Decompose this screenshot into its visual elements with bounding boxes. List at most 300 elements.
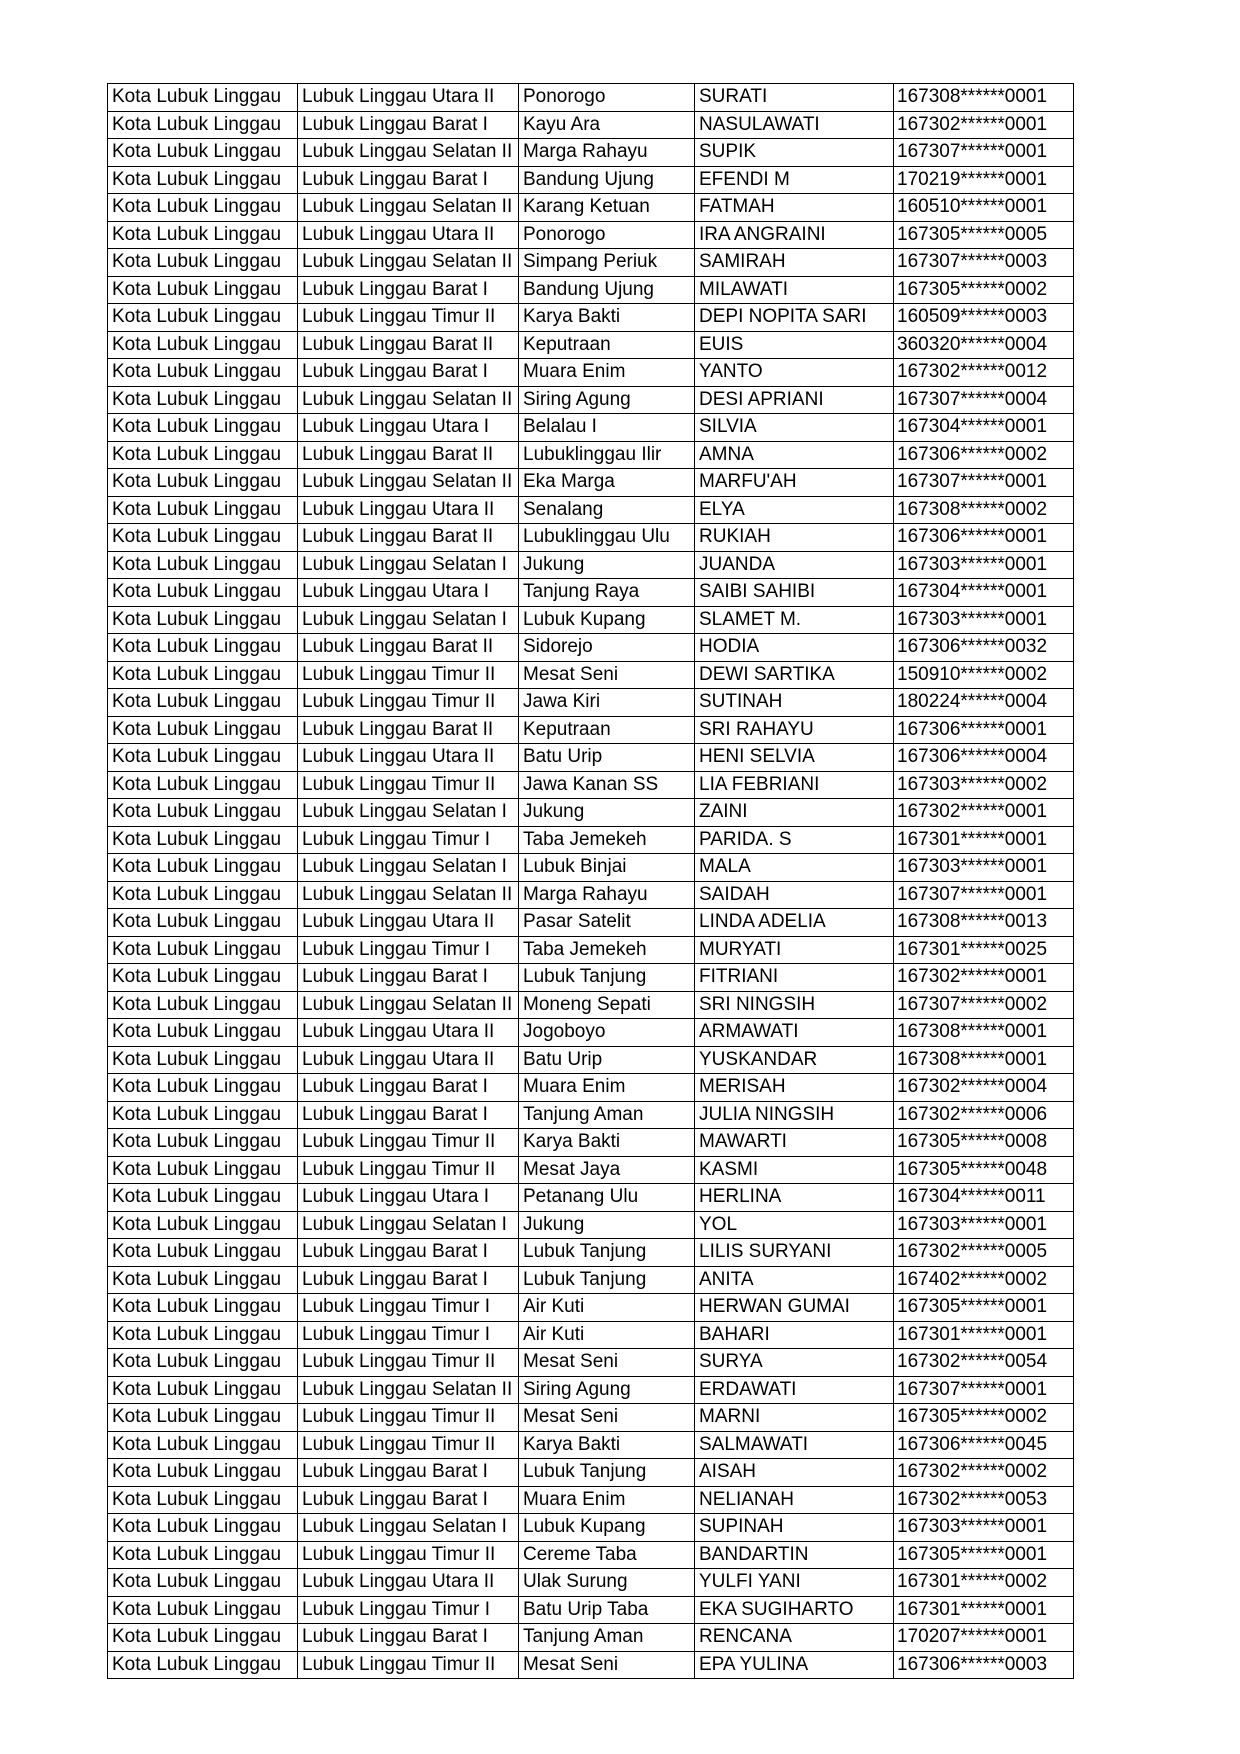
nik-cell: 167302******0006	[894, 1101, 1074, 1129]
city-cell: Kota Lubuk Linggau	[108, 606, 298, 634]
village-cell: Karya Bakti	[519, 304, 695, 332]
name-cell: SRI NINGSIH	[695, 991, 894, 1019]
nik-cell: 167306******0001	[894, 716, 1074, 744]
village-cell: Lubuk Tanjung	[519, 1266, 695, 1294]
district-cell: Lubuk Linggau Selatan II	[298, 881, 519, 909]
nik-cell: 167301******0025	[894, 936, 1074, 964]
table-row	[108, 1624, 1074, 1652]
name-cell: MALA	[695, 854, 894, 882]
nik-cell: 167308******0001	[894, 1019, 1074, 1047]
city-cell: Kota Lubuk Linggau	[108, 496, 298, 524]
table-row	[108, 1486, 1074, 1514]
name-cell: RENCANA	[695, 1624, 894, 1652]
name-cell: SUTINAH	[695, 689, 894, 717]
name-cell: MERISAH	[695, 1074, 894, 1102]
district-cell: Lubuk Linggau Barat II	[298, 716, 519, 744]
district-cell: Lubuk Linggau Utara II	[298, 1569, 519, 1597]
name-cell: MURYATI	[695, 936, 894, 964]
village-cell: Eka Marga	[519, 469, 695, 497]
district-cell: Lubuk Linggau Timur II	[298, 1651, 519, 1679]
name-cell: SALMAWATI	[695, 1431, 894, 1459]
table-row	[108, 606, 1074, 634]
table-row	[108, 1046, 1074, 1074]
village-cell: Tanjung Aman	[519, 1101, 695, 1129]
name-cell: JULIA NINGSIH	[695, 1101, 894, 1129]
table-row	[108, 139, 1074, 167]
city-cell: Kota Lubuk Linggau	[108, 1541, 298, 1569]
village-cell: Karang Ketuan	[519, 194, 695, 222]
nik-cell: 167402******0002	[894, 1266, 1074, 1294]
name-cell: ANITA	[695, 1266, 894, 1294]
table-row	[108, 386, 1074, 414]
district-cell: Lubuk Linggau Utara I	[298, 579, 519, 607]
district-cell: Lubuk Linggau Selatan II	[298, 139, 519, 167]
village-cell: Lubuk Tanjung	[519, 964, 695, 992]
city-cell: Kota Lubuk Linggau	[108, 1294, 298, 1322]
table-row	[108, 1321, 1074, 1349]
city-cell: Kota Lubuk Linggau	[108, 1046, 298, 1074]
district-cell: Lubuk Linggau Timur I	[298, 936, 519, 964]
name-cell: HERWAN GUMAI	[695, 1294, 894, 1322]
district-cell: Lubuk Linggau Barat II	[298, 331, 519, 359]
nik-cell: 167301******0001	[894, 826, 1074, 854]
nik-cell: 167306******0002	[894, 441, 1074, 469]
village-cell: Moneng Sepati	[519, 991, 695, 1019]
nik-cell: 167304******0011	[894, 1184, 1074, 1212]
district-cell: Lubuk Linggau Barat I	[298, 1486, 519, 1514]
nik-cell: 167305******0002	[894, 276, 1074, 304]
city-cell: Kota Lubuk Linggau	[108, 386, 298, 414]
village-cell: Muara Enim	[519, 1074, 695, 1102]
nik-cell: 167301******0001	[894, 1596, 1074, 1624]
city-cell: Kota Lubuk Linggau	[108, 881, 298, 909]
village-cell: Mesat Seni	[519, 1404, 695, 1432]
village-cell: Air Kuti	[519, 1321, 695, 1349]
village-cell: Muara Enim	[519, 1486, 695, 1514]
name-cell: ELYA	[695, 496, 894, 524]
table-row	[108, 1376, 1074, 1404]
district-cell: Lubuk Linggau Barat I	[298, 166, 519, 194]
nik-cell: 167308******0013	[894, 909, 1074, 937]
name-cell: SAIBI SAHIBI	[695, 579, 894, 607]
district-cell: Lubuk Linggau Barat II	[298, 634, 519, 662]
table-row	[108, 634, 1074, 662]
district-cell: Lubuk Linggau Timur II	[298, 1349, 519, 1377]
table-row	[108, 1074, 1074, 1102]
village-cell: Taba Jemekeh	[519, 826, 695, 854]
village-cell: Taba Jemekeh	[519, 936, 695, 964]
table-row	[108, 304, 1074, 332]
name-cell: SAMIRAH	[695, 249, 894, 277]
name-cell: SUPIK	[695, 139, 894, 167]
nik-cell: 167306******0004	[894, 744, 1074, 772]
table-row	[108, 909, 1074, 937]
table-row	[108, 1211, 1074, 1239]
village-cell: Muara Enim	[519, 359, 695, 387]
district-cell: Lubuk Linggau Utara II	[298, 84, 519, 112]
village-cell: Lubuk Kupang	[519, 1514, 695, 1542]
name-cell: BANDARTIN	[695, 1541, 894, 1569]
table-row	[108, 249, 1074, 277]
city-cell: Kota Lubuk Linggau	[108, 1349, 298, 1377]
table-row	[108, 1596, 1074, 1624]
city-cell: Kota Lubuk Linggau	[108, 1074, 298, 1102]
district-cell: Lubuk Linggau Timur II	[298, 304, 519, 332]
name-cell: YUSKANDAR	[695, 1046, 894, 1074]
name-cell: FATMAH	[695, 194, 894, 222]
city-cell: Kota Lubuk Linggau	[108, 359, 298, 387]
village-cell: Siring Agung	[519, 1376, 695, 1404]
district-cell: Lubuk Linggau Selatan I	[298, 854, 519, 882]
name-cell: EFENDI M	[695, 166, 894, 194]
table-row	[108, 1404, 1074, 1432]
district-cell: Lubuk Linggau Selatan II	[298, 1376, 519, 1404]
table-row	[108, 331, 1074, 359]
city-cell: Kota Lubuk Linggau	[108, 689, 298, 717]
nik-cell: 167306******0001	[894, 524, 1074, 552]
table-row	[108, 689, 1074, 717]
name-cell: YOL	[695, 1211, 894, 1239]
district-cell: Lubuk Linggau Timur I	[298, 826, 519, 854]
name-cell: LINDA ADELIA	[695, 909, 894, 937]
nik-cell: 160510******0001	[894, 194, 1074, 222]
city-cell: Kota Lubuk Linggau	[108, 634, 298, 662]
village-cell: Keputraan	[519, 331, 695, 359]
nik-cell: 167307******0004	[894, 386, 1074, 414]
district-cell: Lubuk Linggau Selatan I	[298, 551, 519, 579]
recipient-table	[107, 83, 1074, 1679]
village-cell: Mesat Jaya	[519, 1156, 695, 1184]
city-cell: Kota Lubuk Linggau	[108, 304, 298, 332]
village-cell: Batu Urip Taba	[519, 1596, 695, 1624]
nik-cell: 167305******0001	[894, 1541, 1074, 1569]
table-row	[108, 799, 1074, 827]
city-cell: Kota Lubuk Linggau	[108, 661, 298, 689]
city-cell: Kota Lubuk Linggau	[108, 1431, 298, 1459]
nik-cell: 167305******0002	[894, 1404, 1074, 1432]
name-cell: SUPINAH	[695, 1514, 894, 1542]
nik-cell: 167303******0001	[894, 551, 1074, 579]
city-cell: Kota Lubuk Linggau	[108, 1651, 298, 1679]
table-row	[108, 1349, 1074, 1377]
district-cell: Lubuk Linggau Utara II	[298, 221, 519, 249]
table-row	[108, 1294, 1074, 1322]
nik-cell: 167303******0001	[894, 606, 1074, 634]
district-cell: Lubuk Linggau Timur II	[298, 1541, 519, 1569]
nik-cell: 167306******0045	[894, 1431, 1074, 1459]
nik-cell: 167302******0005	[894, 1239, 1074, 1267]
table-row	[108, 1101, 1074, 1129]
city-cell: Kota Lubuk Linggau	[108, 1514, 298, 1542]
name-cell: NASULAWATI	[695, 111, 894, 139]
table-row	[108, 854, 1074, 882]
table-row	[108, 1651, 1074, 1679]
nik-cell: 167302******0053	[894, 1486, 1074, 1514]
city-cell: Kota Lubuk Linggau	[108, 441, 298, 469]
nik-cell: 167307******0003	[894, 249, 1074, 277]
name-cell: MARNI	[695, 1404, 894, 1432]
city-cell: Kota Lubuk Linggau	[108, 414, 298, 442]
name-cell: HERLINA	[695, 1184, 894, 1212]
district-cell: Lubuk Linggau Selatan I	[298, 1514, 519, 1542]
nik-cell: 167303******0001	[894, 1211, 1074, 1239]
nik-cell: 170219******0001	[894, 166, 1074, 194]
table-row	[108, 716, 1074, 744]
village-cell: Jawa Kiri	[519, 689, 695, 717]
table-row	[108, 881, 1074, 909]
district-cell: Lubuk Linggau Barat II	[298, 441, 519, 469]
name-cell: ZAINI	[695, 799, 894, 827]
city-cell: Kota Lubuk Linggau	[108, 551, 298, 579]
district-cell: Lubuk Linggau Utara I	[298, 414, 519, 442]
table-row	[108, 414, 1074, 442]
table-row	[108, 194, 1074, 222]
name-cell: KASMI	[695, 1156, 894, 1184]
nik-cell: 167302******0001	[894, 964, 1074, 992]
table-row	[108, 1459, 1074, 1487]
district-cell: Lubuk Linggau Barat I	[298, 1239, 519, 1267]
city-cell: Kota Lubuk Linggau	[108, 1569, 298, 1597]
name-cell: SLAMET M.	[695, 606, 894, 634]
name-cell: EUIS	[695, 331, 894, 359]
name-cell: ERDAWATI	[695, 1376, 894, 1404]
city-cell: Kota Lubuk Linggau	[108, 716, 298, 744]
district-cell: Lubuk Linggau Timur I	[298, 1294, 519, 1322]
city-cell: Kota Lubuk Linggau	[108, 826, 298, 854]
nik-cell: 167303******0002	[894, 771, 1074, 799]
nik-cell: 167308******0001	[894, 84, 1074, 112]
nik-cell: 167302******0012	[894, 359, 1074, 387]
table-row	[108, 524, 1074, 552]
district-cell: Lubuk Linggau Timur II	[298, 1129, 519, 1157]
nik-cell: 167307******0001	[894, 1376, 1074, 1404]
village-cell: Batu Urip	[519, 1046, 695, 1074]
city-cell: Kota Lubuk Linggau	[108, 469, 298, 497]
village-cell: Lubuklinggau Ilir	[519, 441, 695, 469]
district-cell: Lubuk Linggau Selatan I	[298, 1211, 519, 1239]
name-cell: MAWARTI	[695, 1129, 894, 1157]
district-cell: Lubuk Linggau Timur II	[298, 1404, 519, 1432]
village-cell: Siring Agung	[519, 386, 695, 414]
nik-cell: 160509******0003	[894, 304, 1074, 332]
village-cell: Ponorogo	[519, 221, 695, 249]
name-cell: SAIDAH	[695, 881, 894, 909]
village-cell: Lubuk Binjai	[519, 854, 695, 882]
district-cell: Lubuk Linggau Timur II	[298, 689, 519, 717]
city-cell: Kota Lubuk Linggau	[108, 221, 298, 249]
table-row	[108, 744, 1074, 772]
name-cell: FITRIANI	[695, 964, 894, 992]
nik-cell: 167301******0002	[894, 1569, 1074, 1597]
name-cell: JUANDA	[695, 551, 894, 579]
village-cell: Air Kuti	[519, 1294, 695, 1322]
name-cell: SRI RAHAYU	[695, 716, 894, 744]
city-cell: Kota Lubuk Linggau	[108, 991, 298, 1019]
table-body	[108, 84, 1074, 1679]
city-cell: Kota Lubuk Linggau	[108, 1211, 298, 1239]
nik-cell: 167303******0001	[894, 854, 1074, 882]
district-cell: Lubuk Linggau Utara II	[298, 1046, 519, 1074]
nik-cell: 167306******0003	[894, 1651, 1074, 1679]
district-cell: Lubuk Linggau Barat I	[298, 111, 519, 139]
nik-cell: 167305******0001	[894, 1294, 1074, 1322]
district-cell: Lubuk Linggau Barat II	[298, 524, 519, 552]
village-cell: Pasar Satelit	[519, 909, 695, 937]
village-cell: Kayu Ara	[519, 111, 695, 139]
district-cell: Lubuk Linggau Timur II	[298, 1156, 519, 1184]
nik-cell: 167308******0002	[894, 496, 1074, 524]
table-row	[108, 991, 1074, 1019]
district-cell: Lubuk Linggau Utara II	[298, 496, 519, 524]
table-row	[108, 1569, 1074, 1597]
name-cell: SILVIA	[695, 414, 894, 442]
table-row	[108, 1129, 1074, 1157]
table-row	[108, 1266, 1074, 1294]
name-cell: AMNA	[695, 441, 894, 469]
table-row	[108, 771, 1074, 799]
village-cell: Mesat Seni	[519, 1651, 695, 1679]
district-cell: Lubuk Linggau Timur II	[298, 1431, 519, 1459]
name-cell: EPA YULINA	[695, 1651, 894, 1679]
village-cell: Jukung	[519, 799, 695, 827]
table-row	[108, 1184, 1074, 1212]
village-cell: Marga Rahayu	[519, 881, 695, 909]
village-cell: Senalang	[519, 496, 695, 524]
district-cell: Lubuk Linggau Utara II	[298, 1019, 519, 1047]
name-cell: DESI APRIANI	[695, 386, 894, 414]
name-cell: HENI SELVIA	[695, 744, 894, 772]
district-cell: Lubuk Linggau Timur I	[298, 1321, 519, 1349]
village-cell: Jogoboyo	[519, 1019, 695, 1047]
city-cell: Kota Lubuk Linggau	[108, 964, 298, 992]
city-cell: Kota Lubuk Linggau	[108, 276, 298, 304]
city-cell: Kota Lubuk Linggau	[108, 1101, 298, 1129]
district-cell: Lubuk Linggau Utara II	[298, 909, 519, 937]
table-row	[108, 936, 1074, 964]
village-cell: Karya Bakti	[519, 1129, 695, 1157]
city-cell: Kota Lubuk Linggau	[108, 1486, 298, 1514]
table-row	[108, 469, 1074, 497]
district-cell: Lubuk Linggau Barat I	[298, 1624, 519, 1652]
village-cell: Lubuk Tanjung	[519, 1459, 695, 1487]
village-cell: Jukung	[519, 1211, 695, 1239]
table-row	[108, 166, 1074, 194]
nik-cell: 167307******0001	[894, 881, 1074, 909]
nik-cell: 167307******0001	[894, 139, 1074, 167]
nik-cell: 167305******0005	[894, 221, 1074, 249]
name-cell: ARMAWATI	[695, 1019, 894, 1047]
table-row	[108, 221, 1074, 249]
nik-cell: 167302******0002	[894, 1459, 1074, 1487]
table-row	[108, 551, 1074, 579]
district-cell: Lubuk Linggau Selatan II	[298, 991, 519, 1019]
nik-cell: 167304******0001	[894, 414, 1074, 442]
city-cell: Kota Lubuk Linggau	[108, 909, 298, 937]
village-cell: Petanang Ulu	[519, 1184, 695, 1212]
name-cell: RUKIAH	[695, 524, 894, 552]
nik-cell: 360320******0004	[894, 331, 1074, 359]
nik-cell: 167304******0001	[894, 579, 1074, 607]
name-cell: BAHARI	[695, 1321, 894, 1349]
district-cell: Lubuk Linggau Barat I	[298, 1459, 519, 1487]
district-cell: Lubuk Linggau Barat I	[298, 1266, 519, 1294]
district-cell: Lubuk Linggau Barat I	[298, 1074, 519, 1102]
village-cell: Simpang Periuk	[519, 249, 695, 277]
nik-cell: 167306******0032	[894, 634, 1074, 662]
city-cell: Kota Lubuk Linggau	[108, 936, 298, 964]
village-cell: Lubuk Tanjung	[519, 1239, 695, 1267]
nik-cell: 167302******0001	[894, 111, 1074, 139]
city-cell: Kota Lubuk Linggau	[108, 1156, 298, 1184]
city-cell: Kota Lubuk Linggau	[108, 249, 298, 277]
name-cell: YANTO	[695, 359, 894, 387]
village-cell: Batu Urip	[519, 744, 695, 772]
city-cell: Kota Lubuk Linggau	[108, 1596, 298, 1624]
district-cell: Lubuk Linggau Barat I	[298, 276, 519, 304]
village-cell: Sidorejo	[519, 634, 695, 662]
city-cell: Kota Lubuk Linggau	[108, 1239, 298, 1267]
district-cell: Lubuk Linggau Barat I	[298, 359, 519, 387]
nik-cell: 167308******0001	[894, 1046, 1074, 1074]
table-row	[108, 1541, 1074, 1569]
district-cell: Lubuk Linggau Selatan II	[298, 386, 519, 414]
district-cell: Lubuk Linggau Barat I	[298, 964, 519, 992]
nik-cell: 167307******0002	[894, 991, 1074, 1019]
village-cell: Karya Bakti	[519, 1431, 695, 1459]
table-row	[108, 276, 1074, 304]
nik-cell: 167305******0048	[894, 1156, 1074, 1184]
district-cell: Lubuk Linggau Timur I	[298, 1596, 519, 1624]
city-cell: Kota Lubuk Linggau	[108, 194, 298, 222]
city-cell: Kota Lubuk Linggau	[108, 1019, 298, 1047]
table-row	[108, 111, 1074, 139]
name-cell: MARFU'AH	[695, 469, 894, 497]
village-cell: Keputraan	[519, 716, 695, 744]
table-row	[108, 1156, 1074, 1184]
table-row	[108, 1431, 1074, 1459]
district-cell: Lubuk Linggau Utara II	[298, 744, 519, 772]
village-cell: Ulak Surung	[519, 1569, 695, 1597]
city-cell: Kota Lubuk Linggau	[108, 1184, 298, 1212]
name-cell: EKA SUGIHARTO	[695, 1596, 894, 1624]
city-cell: Kota Lubuk Linggau	[108, 1376, 298, 1404]
name-cell: YULFI YANI	[695, 1569, 894, 1597]
name-cell: NELIANAH	[695, 1486, 894, 1514]
name-cell: IRA ANGRAINI	[695, 221, 894, 249]
name-cell: DEPI NOPITA SARI	[695, 304, 894, 332]
table-row	[108, 1019, 1074, 1047]
city-cell: Kota Lubuk Linggau	[108, 1321, 298, 1349]
district-cell: Lubuk Linggau Barat I	[298, 1101, 519, 1129]
table-row	[108, 826, 1074, 854]
city-cell: Kota Lubuk Linggau	[108, 331, 298, 359]
name-cell: LIA FEBRIANI	[695, 771, 894, 799]
name-cell: SURATI	[695, 84, 894, 112]
district-cell: Lubuk Linggau Utara I	[298, 1184, 519, 1212]
city-cell: Kota Lubuk Linggau	[108, 744, 298, 772]
city-cell: Kota Lubuk Linggau	[108, 1404, 298, 1432]
nik-cell: 170207******0001	[894, 1624, 1074, 1652]
village-cell: Mesat Seni	[519, 661, 695, 689]
village-cell: Tanjung Raya	[519, 579, 695, 607]
city-cell: Kota Lubuk Linggau	[108, 579, 298, 607]
village-cell: Cereme Taba	[519, 1541, 695, 1569]
nik-cell: 180224******0004	[894, 689, 1074, 717]
village-cell: Lubuk Kupang	[519, 606, 695, 634]
table-row	[108, 496, 1074, 524]
city-cell: Kota Lubuk Linggau	[108, 524, 298, 552]
table-row	[108, 84, 1074, 112]
